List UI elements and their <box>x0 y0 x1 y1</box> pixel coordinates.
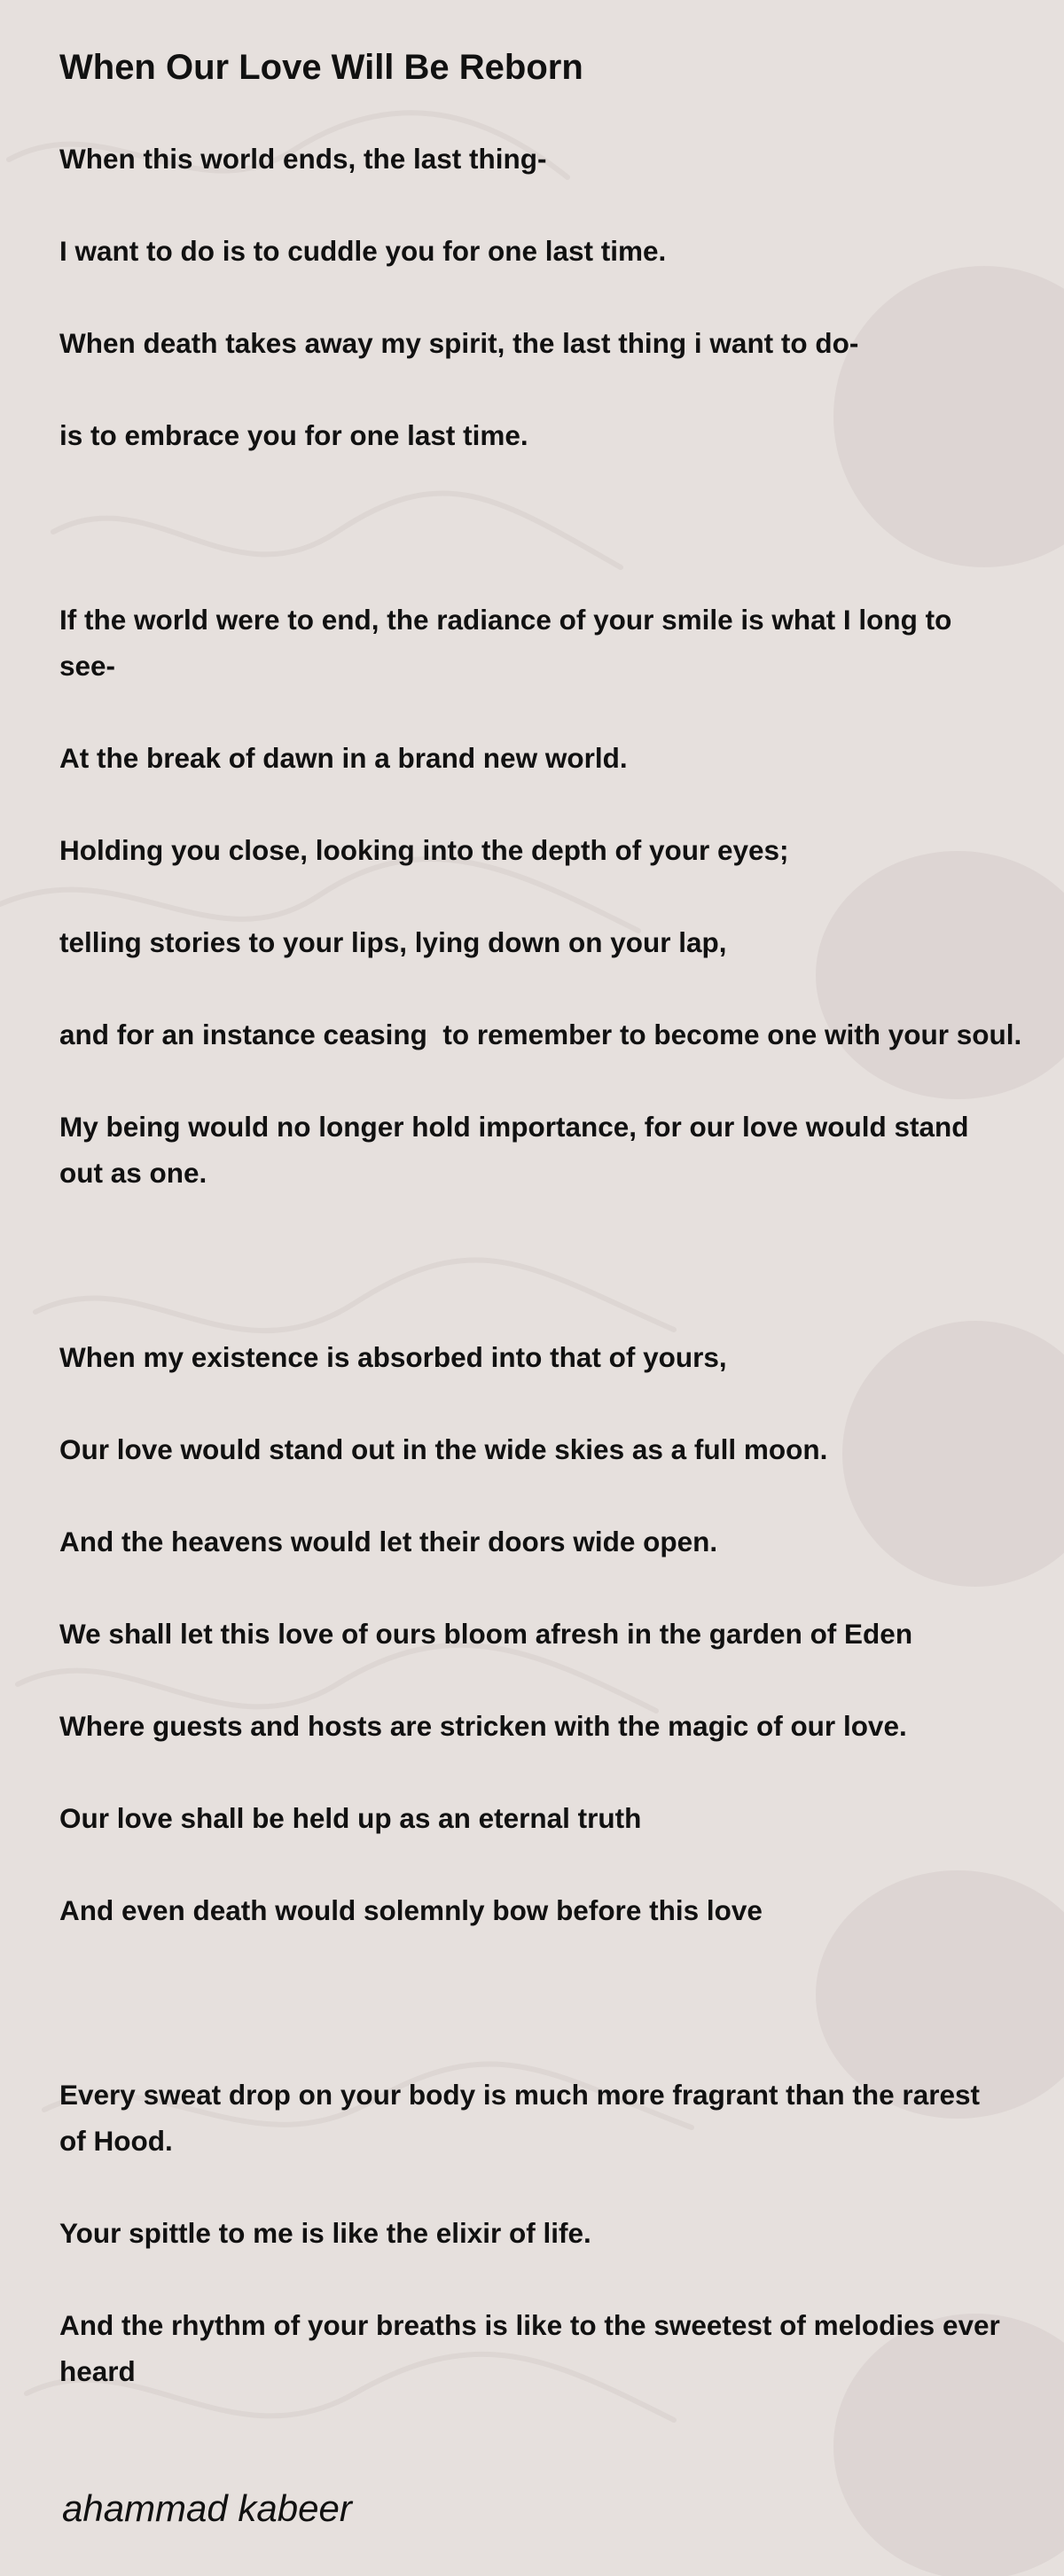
poem-body <box>59 136 1057 2440</box>
poem-line: is to embrace you for one last time. <box>59 419 528 451</box>
poem-line: When this world ends, the last thing- <box>59 143 547 175</box>
poem-line: At the break of dawn in a brand new world. <box>59 742 628 774</box>
poem-title: When Our Love Will Be Reborn <box>59 48 583 87</box>
stanza <box>59 1334 1057 1933</box>
poem-line: And the heavens would let their doors wide open. <box>59 1526 718 1557</box>
stanza <box>59 136 1057 458</box>
poem-line: When death takes away my spirit, the last thing i want to do- <box>59 327 859 359</box>
poem-line: And the rhythm of your breaths is like to the sweetest of melodies ever heard <box>59 2309 1008 2387</box>
poem-line: Holding you close, looking into the depth of your eyes; <box>59 834 789 866</box>
poem-line: and for an instance ceasing to remember to become one with your soul. <box>59 1019 1022 1050</box>
poem-line: If the world were to end, the radiance of your smile is what I long to see- <box>59 604 960 682</box>
poem-line: And even death would solemnly bow before this love <box>59 1894 763 1926</box>
stanza-gap <box>59 1242 1057 1334</box>
poem-line: When my existence is absorbed into that of yours, <box>59 1341 727 1373</box>
stanza <box>59 597 1057 1196</box>
poem-line: We shall let this love of ours bloom afresh in the garden of Eden <box>59 1618 913 1650</box>
stanza-gap <box>59 504 1057 597</box>
poem-line: Our love would stand out in the wide skies as a full moon. <box>59 1433 828 1465</box>
poem-line: I want to do is to cuddle you for one last time. <box>59 235 667 267</box>
poem-author: ahammad kabeer <box>62 2487 352 2529</box>
poem-line: Your spittle to me is like the elixir of life. <box>59 2217 591 2249</box>
poem-line: Where guests and hosts are stricken with the magic of our love. <box>59 1710 907 1742</box>
poem-line: telling stories to your lips, lying down on your lap, <box>59 926 727 958</box>
stanza <box>59 2072 1057 2394</box>
poem-line: Every sweat drop on your body is much more fragrant than the rarest of Hood. <box>59 2079 988 2157</box>
poem-line: My being would no longer hold importance, for our love would stand out as one. <box>59 1111 977 1189</box>
poem-line: Our love shall be held up as an eternal truth <box>59 1802 642 1834</box>
stanza-gap <box>59 1979 1057 2072</box>
